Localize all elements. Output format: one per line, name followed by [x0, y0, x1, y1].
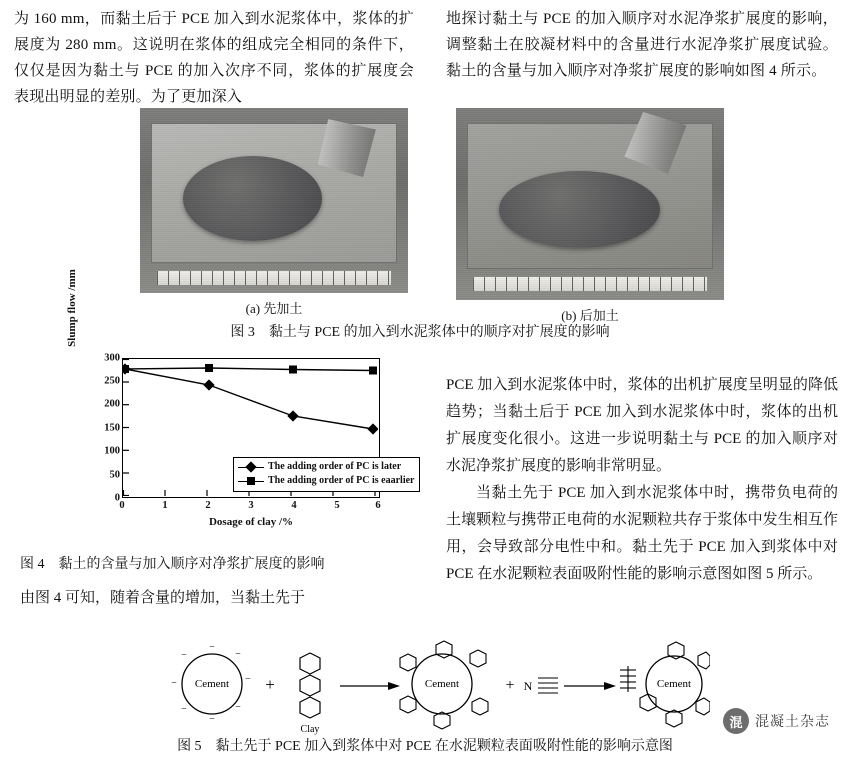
y-tick-0: 0	[114, 492, 120, 504]
svg-text:−: −	[209, 714, 215, 725]
svg-text:−: −	[235, 649, 241, 660]
clay-cluster	[300, 653, 320, 718]
body-text-left-top: 为 160 mm，而黏土后于 PCE 加入到水泥浆体中，浆体的扩展度为 280 mm。这说明在浆体的组成完全相同的条件下，仅仅是因为黏土与 PCE 的加入次序不同，浆体的扩展度会表现出明显的差别。为了更加深入	[14, 11, 414, 105]
y-tick-50: 50	[109, 469, 120, 481]
paste-spread-b	[499, 171, 660, 248]
y-tick-200: 200	[104, 398, 120, 410]
legend-label-pc-earlier: The adding order of PC is eaarlier	[268, 475, 415, 486]
legend-item-pc-later	[238, 460, 414, 474]
chart-legend	[233, 457, 420, 492]
cement-label-1: Cement	[194, 678, 230, 690]
chart-x-axis-label: Dosage of clay /%	[208, 516, 293, 528]
svg-text:−: −	[235, 702, 241, 713]
x-tick-1: 1	[162, 500, 168, 511]
diamond-marker-icon	[238, 462, 264, 472]
paste-spread-a	[183, 156, 322, 241]
plus-sign-1: +	[265, 675, 275, 694]
svg-text:−: −	[171, 678, 177, 689]
ruler-a	[156, 270, 392, 286]
x-tick-3: 3	[248, 500, 254, 511]
svg-text:−: −	[245, 674, 251, 685]
paragraph-2: 当黏土先于 PCE 加入到水泥浆体中时，携带负电荷的土壤颗粒与携带正电荷的水泥颗粒共存于浆体中发生相互作用，会导致部分电性中和。黏土先于 PCE 加入到浆体中对 PCE 在水泥颗粒表面吸附性能的影响示意图如图 5 所示。	[446, 485, 838, 582]
ruler-ticks	[157, 271, 391, 285]
journal-name: 混凝土杂志	[755, 715, 830, 730]
chart-y-ticks	[80, 350, 120, 506]
legend-label-pc-later: The adding order of PC is later	[268, 461, 402, 472]
cement-label-3: Cement	[656, 678, 692, 690]
svg-text:−: −	[181, 650, 187, 661]
figure3-caption: 图 3 黏土与 PCE 的加入到水泥浆体中的顺序对扩展度的影响	[230, 325, 610, 340]
ruler-ticks	[473, 277, 707, 291]
body-text-right-top: 地探讨黏土与 PCE 的加入顺序对水泥净浆扩展度的影响，调整黏土在胶凝材料中的含量进行水泥净浆扩展度试验。黏土的含量与加入顺序对净浆扩展度的影响如图 4 所示。	[446, 11, 838, 79]
clay-label: Clay	[300, 724, 320, 735]
series-pc-earlier-line	[125, 368, 373, 371]
x-tick-2: 2	[205, 500, 211, 511]
series-pc-later-line	[125, 369, 373, 429]
y-tick-300: 300	[104, 352, 120, 364]
chart-x-ticks	[119, 500, 381, 516]
x-tick-0: 0	[119, 500, 125, 511]
figure3-photo-a	[140, 108, 408, 293]
square-marker-icon	[238, 476, 264, 486]
journal-watermark	[723, 708, 830, 734]
pce-adsorbed-icon	[620, 666, 636, 692]
svg-text:−: −	[209, 642, 215, 653]
cement-label-2: Cement	[424, 678, 460, 690]
svg-text:−: −	[181, 704, 187, 715]
x-tick-4: 4	[291, 500, 297, 511]
journal-logo-icon: 混	[723, 708, 749, 734]
figure4-caption: 图 4 黏土的含量与加入顺序对净浆扩展度的影响	[20, 557, 325, 572]
figure5-schematic	[150, 640, 710, 736]
chart-y-axis-label: Slump flow /mm	[66, 269, 78, 347]
x-tick-5: 5	[334, 500, 340, 511]
y-tick-250: 250	[104, 375, 120, 387]
y-tick-150: 150	[104, 422, 120, 434]
arrow-1	[340, 682, 400, 690]
arrow-2	[564, 682, 616, 690]
figure3-photo-b	[456, 108, 724, 300]
legend-item-pc-earlier	[238, 474, 414, 488]
photo-a-caption: (a) 先加土	[245, 301, 303, 316]
plus-sign-2: +	[505, 677, 515, 694]
y-tick-100: 100	[104, 445, 120, 457]
paragraph-1: PCE 加入到水泥浆体中时，浆体的出机扩展度呈明显的降低趋势；当黏土后于 PCE 加入到水泥浆体中时，浆体的出机扩展度变化很小。这进一步说明黏土与 PCE 的加入顺序对水泥净浆扩展度的影响非常明显。	[446, 377, 838, 474]
figure5-caption: 图 5 黏土先于 PCE 加入到浆体中对 PCE 在水泥颗粒表面吸附性能的影响示意图	[177, 739, 673, 754]
figure5-svg	[150, 640, 710, 736]
body-text-right-mid	[446, 372, 838, 588]
chart-plot-area	[122, 358, 415, 498]
n-label: N	[523, 679, 533, 693]
x-tick-6: 6	[375, 500, 381, 511]
pce-chain-icon	[538, 678, 558, 693]
body-text-left-bottom: 由图 4 可知，随着含量的增加，当黏土先于	[20, 590, 306, 606]
photo-b-caption: (b) 后加土	[561, 308, 619, 323]
ruler-b	[472, 276, 708, 292]
